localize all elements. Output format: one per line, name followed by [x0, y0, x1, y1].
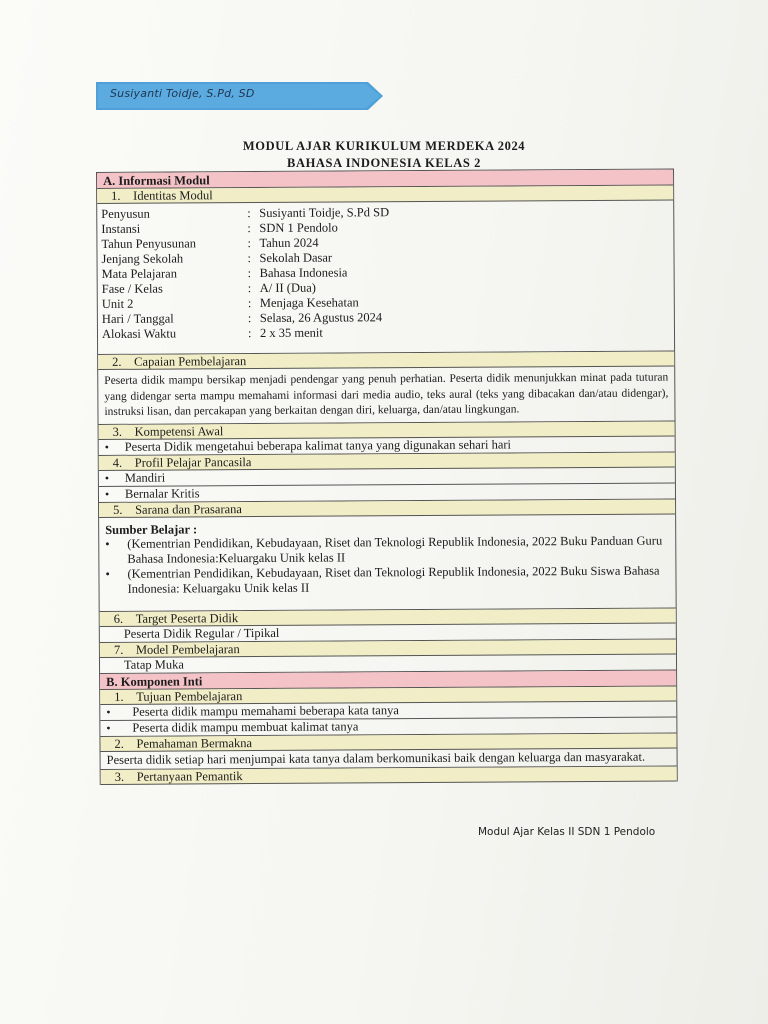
identity-row: Instansi : SDN 1 Pendolo — [101, 220, 338, 236]
author-name: Susiyanti Toidje, S.Pd, SD — [110, 87, 255, 100]
subsection-identitas: 1. Identitas Modul — [97, 185, 673, 204]
capaian-text: Peserta didik mampu bersikap menjadi pendengar yang penuh perhatian. Peserta didik menunjukkan minat pada tuturan yang didengar serta mampu memahami informasi dari media audio, teks aural (teks yang dibacakan dan/atau didengar), instruksi lisan, dan percakapan yang berkaitan dengan diri, keluarga, dan/atau lingkungan. — [98, 366, 674, 424]
bullet-icon: • — [105, 536, 110, 551]
document-title: MODUL AJAR KURIKULUM MERDEKA 2024 — [242, 139, 526, 153]
sumber-belajar — [99, 514, 676, 612]
list-item: • Mandiri — [99, 467, 675, 487]
identity-row: Penyusun : Susiyanti Toidje, S.Pd SD — [101, 205, 390, 221]
identity-row: Hari / Tanggal : Selasa, 26 Agustus 2024 — [101, 310, 383, 326]
subsection-profil: 4. Profil Pelajar Pancasila — [99, 452, 675, 471]
author-ribbon — [96, 81, 384, 111]
page-footer: Modul Ajar Kelas II SDN 1 Pendolo — [478, 826, 656, 838]
identity-row: Jenjang Sekolah : Sekolah Dasar — [101, 250, 333, 266]
identity-row: Unit 2 : Menjaga Kesehatan — [101, 295, 359, 311]
subsection-tujuan: 1. Tujuan Pembelajaran — [100, 686, 676, 705]
section-a-header: A. Informasi Modul — [97, 169, 673, 189]
subsection-target: 6. Target Peserta Didik — [100, 608, 676, 627]
identity-row: Tahun Penyusunan : Tahun 2024 — [101, 235, 319, 251]
list-item: • Peserta didik mampu membuat kalimat tanya — [100, 717, 676, 737]
sumber-label: Sumber Belajar : — [105, 521, 198, 537]
subsection-kompetensi: 3. Kompetensi Awal — [99, 421, 675, 440]
module-table — [96, 168, 678, 785]
target-value: Peserta Didik Regular / Tipikal — [100, 623, 676, 643]
model-value: Tatap Muka — [100, 654, 676, 674]
list-item: • Bernalar Kritis — [99, 483, 675, 503]
subsection-sarana: 5. Sarana dan Prasarana — [99, 499, 675, 518]
bullet-icon: • — [106, 720, 111, 735]
list-item: • Peserta Didik mengetahui beberapa kalimat tanya yang digunakan sehari hari — [99, 436, 675, 456]
reference-item: • (Kementrian Pendidikan, Kebudayaan, Riset dan Teknologi Republik Indonesia, 2022 Buku Panduan Guru Bahasa Indonesia:Keluargaku Unik kelas II — [105, 533, 663, 566]
identity-block — [97, 200, 674, 355]
pemahaman-text: Peserta didik setiap hari menjumpai kata tanya dalam berkomunikasi baik dengan keluarga dan masyarakat. — [101, 748, 677, 770]
bullet-icon: • — [106, 704, 111, 719]
bullet-icon: • — [105, 566, 110, 581]
section-b-header: B. Komponen Inti — [100, 670, 676, 690]
bullet-icon: • — [104, 470, 110, 485]
identity-row: Mata Pelajaran : Bahasa Indonesia — [101, 265, 348, 281]
document-subtitle: BAHASA INDONESIA KELAS 2 — [287, 156, 481, 170]
identity-row: Fase / Kelas : A/ II (Dua) — [101, 280, 316, 296]
list-item: • Peserta didik mampu memahami beberapa kata tanya — [100, 701, 676, 721]
subsection-capaian: 2. Capaian Pembelajaran — [98, 351, 674, 370]
reference-item: • (Kementrian Pendidikan, Kebudayaan, Riset dan Teknologi Republik Indonesia, 2022 Buku Siswa Bahasa Indonesia: Keluargaku Unik kelas II — [105, 563, 660, 596]
bullet-icon: • — [104, 486, 110, 501]
identity-row: Alokasi Waktu : 2 x 35 menit — [101, 325, 323, 341]
subsection-pemahaman: 2. Pemahaman Bermakna — [100, 733, 676, 752]
bullet-icon: • — [104, 439, 109, 454]
subsection-model: 7. Model Pembelajaran — [100, 639, 676, 658]
subsection-pertanyaan: 3. Pertanyaan Pemantik — [101, 766, 677, 785]
